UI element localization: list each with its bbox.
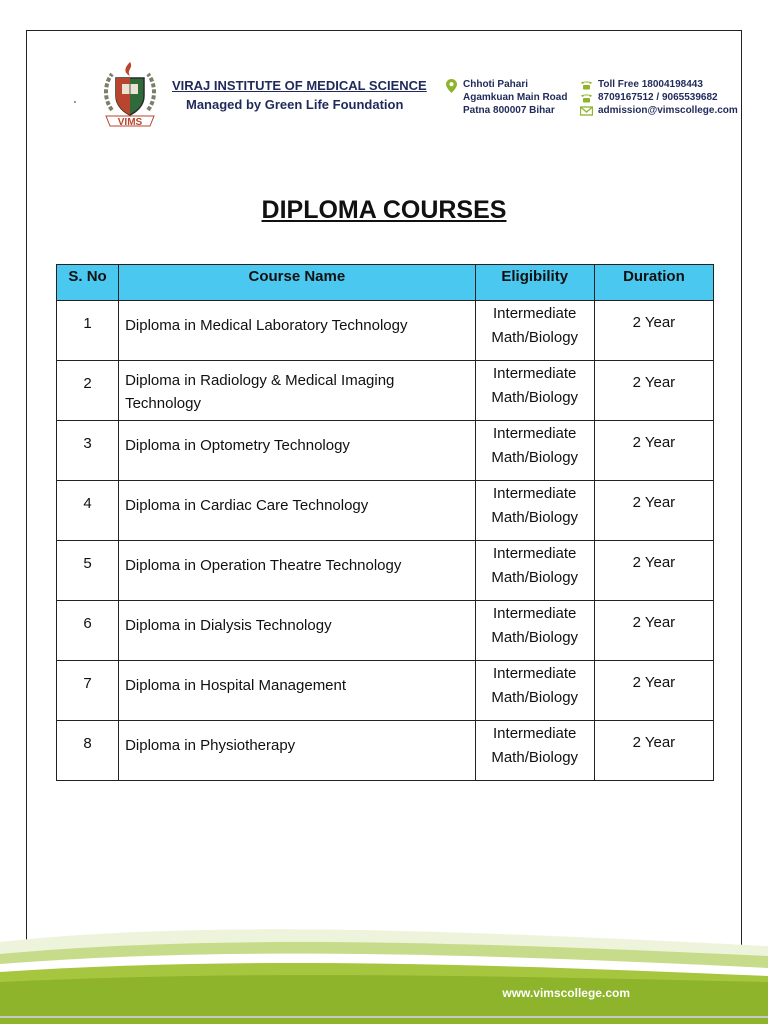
cell-sno: 7 [57,661,119,721]
contact-block [580,78,738,117]
eligibility-stream: Math/Biology [491,329,579,346]
courses-table [56,264,714,781]
website-link[interactable]: www.vimscollege.com [502,986,630,1000]
cell-eligibility [475,421,594,481]
cell-duration: 2 Year [594,661,713,721]
phone-row [580,91,738,104]
table-row [57,721,714,781]
table-row [57,301,714,361]
cell-eligibility [475,601,594,661]
managed-by: Managed by Green Life Foundation [186,97,404,112]
header-course-name: Course Name [119,265,476,301]
email-row [580,104,738,117]
table-header-row [57,265,714,301]
cell-eligibility [475,661,594,721]
eligibility-stream: Math/Biology [491,569,579,586]
cell-course-name: Diploma in Cardiac Care Technology [119,481,476,541]
logo-text: VIMS [117,117,143,128]
eligibility-stream: Math/Biology [491,749,579,766]
cell-sno: 8 [57,721,119,781]
envelope-icon [580,106,593,116]
cell-sno: 6 [57,601,119,661]
cell-sno: 2 [57,361,119,421]
cell-eligibility [475,481,594,541]
cell-sno: 4 [57,481,119,541]
header-sno: S. No [57,265,119,301]
eligibility-level: Intermediate [493,605,577,622]
header-duration: Duration [594,265,713,301]
address-line: Chhoti Pahari [463,79,529,90]
cell-eligibility [475,301,594,361]
institute-name: VIRAJ INSTITUTE OF MEDICAL SCIENCE [172,78,427,93]
cell-duration: 2 Year [594,421,713,481]
cell-course-name: Diploma in Medical Laboratory Technology [119,301,476,361]
eligibility-level: Intermediate [493,305,577,322]
cell-duration: 2 Year [594,481,713,541]
cell-duration: 2 Year [594,361,713,421]
cell-course-name: Diploma in Dialysis Technology [119,601,476,661]
cell-duration: 2 Year [594,601,713,661]
table-row [57,421,714,481]
address-line: Patna 800007 Bihar [463,105,555,116]
eligibility-stream: Math/Biology [491,389,579,406]
cell-eligibility [475,361,594,421]
stray-dot [74,101,76,103]
email-address: admission@vimscollege.com [598,105,738,116]
cell-course-name: Diploma in Radiology & Medical Imaging Technology [119,361,476,421]
cell-duration: 2 Year [594,541,713,601]
eligibility-stream: Math/Biology [491,509,579,526]
eligibility-level: Intermediate [493,725,577,742]
address-block [446,78,567,117]
cell-sno: 3 [57,421,119,481]
eligibility-level: Intermediate [493,365,577,382]
eligibility-stream: Math/Biology [491,629,579,646]
address-line: Agamkuan Main Road [463,92,568,103]
cell-course-name: Diploma in Operation Theatre Technology [119,541,476,601]
cell-eligibility [475,541,594,601]
eligibility-level: Intermediate [493,425,577,442]
cell-duration: 2 Year [594,301,713,361]
vims-logo [100,60,160,128]
toll-free-row [580,78,738,91]
phone-numbers: 8709167512 / 9065539682 [598,92,718,103]
phone-icon [580,80,593,90]
cell-duration: 2 Year [594,721,713,781]
eligibility-stream: Math/Biology [491,689,579,706]
table-row [57,661,714,721]
map-pin-icon [446,79,457,93]
eligibility-level: Intermediate [493,545,577,562]
footer-wave [0,920,768,1024]
cell-course-name: Diploma in Hospital Management [119,661,476,721]
header-eligibility: Eligibility [475,265,594,301]
table-row [57,481,714,541]
eligibility-level: Intermediate [493,665,577,682]
cell-sno: 1 [57,301,119,361]
phone-icon [580,93,593,103]
page-title: DIPLOMA COURSES [261,196,507,224]
eligibility-level: Intermediate [493,485,577,502]
cell-eligibility [475,721,594,781]
cell-course-name: Diploma in Optometry Technology [119,421,476,481]
table-row [57,361,714,421]
table-row [57,541,714,601]
cell-course-name: Diploma in Physiotherapy [119,721,476,781]
toll-free-number: Toll Free 18004198443 [598,79,703,90]
cell-sno: 5 [57,541,119,601]
table-row [57,601,714,661]
eligibility-stream: Math/Biology [491,449,579,466]
